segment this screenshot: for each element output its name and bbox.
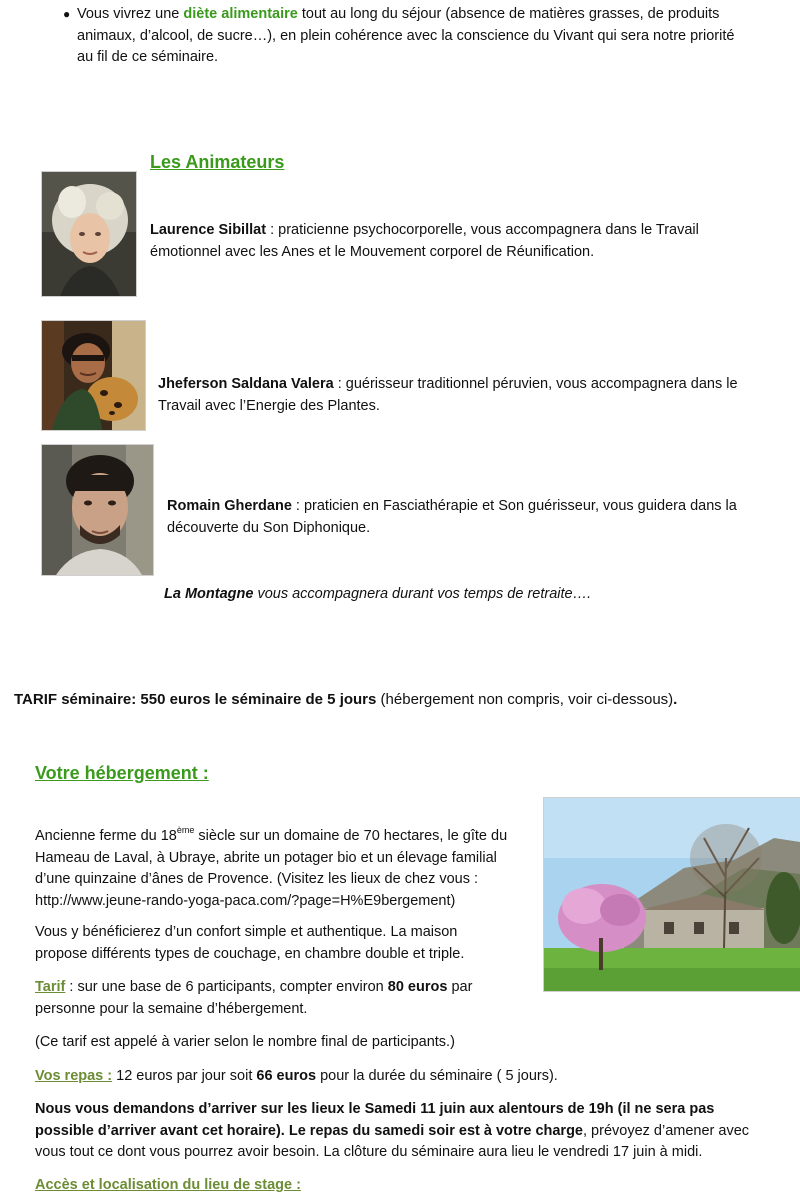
- diete-highlight: diète alimentaire: [183, 6, 298, 22]
- hebergement-photo: [543, 797, 800, 992]
- romain-photo: [41, 444, 154, 576]
- hebergement-heading: Votre hébergement :: [35, 763, 209, 783]
- laurence-text: Laurence Sibillat : praticienne psychocorporelle, vous accompagnera dans le Travail émotionnel avec les Anes et le Mouvement corporel de Réunification.: [150, 222, 699, 260]
- hebergement-content: [35, 826, 525, 912]
- intro-bullet: [60, 4, 740, 69]
- tarif-line: TARIF séminaire: 550 euros le séminaire de 5 jours (hébergement non compris, voir ci-dessous).: [14, 691, 678, 708]
- montagne-text: La Montagne vous accompagnera durant vos temps de retraite….: [164, 586, 592, 602]
- ferme-paragraph: Ancienne ferme du 18ème siècle sur un domaine de 70 hectares, le gîte du Hameau de Laval, à Ubraye, abrite un potager bio et un élevage familial d’une quinzaine d’ânes de Provence. (Visitez les lieux de chez vous : http://www.jeune-rando-yoga-paca.com/?page=H%E9bergement): [35, 825, 508, 909]
- jheferson-photo: [41, 320, 146, 431]
- intro-text: Vous vivrez une diète alimentaire tout au long du séjour (absence de matières grasses, de produits animaux, d’alcool, de sucre…), en plein cohérence avec la conscience du Vivant qui sera notre priorité au fil de ce séminaire.: [77, 6, 735, 65]
- jheferson-text: Jheferson Saldana Valera : guérisseur traditionnel péruvien, vous accompagnera dans le Travail avec l’Energie des Plantes.: [158, 376, 738, 414]
- variation-paragraph: (Ce tarif est appelé à varier selon le nombre final de participants.): [35, 1034, 455, 1050]
- tarif-hebergement-paragraph: Tarif : sur une base de 6 participants, compter environ 80 euros par personne pour la semaine d’hébergement.: [35, 979, 473, 1017]
- romain-text: Romain Gherdane : praticien en Fasciathérapie et Son guérisseur, vous guidera dans la découverte du Son Diphonique.: [167, 498, 737, 536]
- repas-paragraph: Vos repas : 12 euros par jour soit 66 euros pour la durée du séminaire ( 5 jours).: [35, 1068, 558, 1084]
- bullet-dot-icon: ●: [63, 7, 71, 21]
- animateurs-heading: Les Animateurs: [150, 152, 285, 172]
- acces-label: Accès et localisation du lieu de stage :: [35, 1177, 301, 1193]
- confort-paragraph: Vous y bénéficierez d’un confort simple et authentique. La maison propose différents types de couchage, en chambre double et triple.: [35, 924, 465, 962]
- arrivee-paragraph: Nous vous demandons d’arriver sur les lieux le Samedi 11 juin aux alentours de 19h (il ne sera pas possible d’arriver avant cet horaire). Le repas du samedi soir est à votre charge, prévoyez d’amener avec vous tout ce dont vous pourrez avoir besoin. La clôture du séminaire aura lieu le vendredi 17 juin à midi.: [35, 1101, 750, 1160]
- laurence-photo: [41, 171, 137, 297]
